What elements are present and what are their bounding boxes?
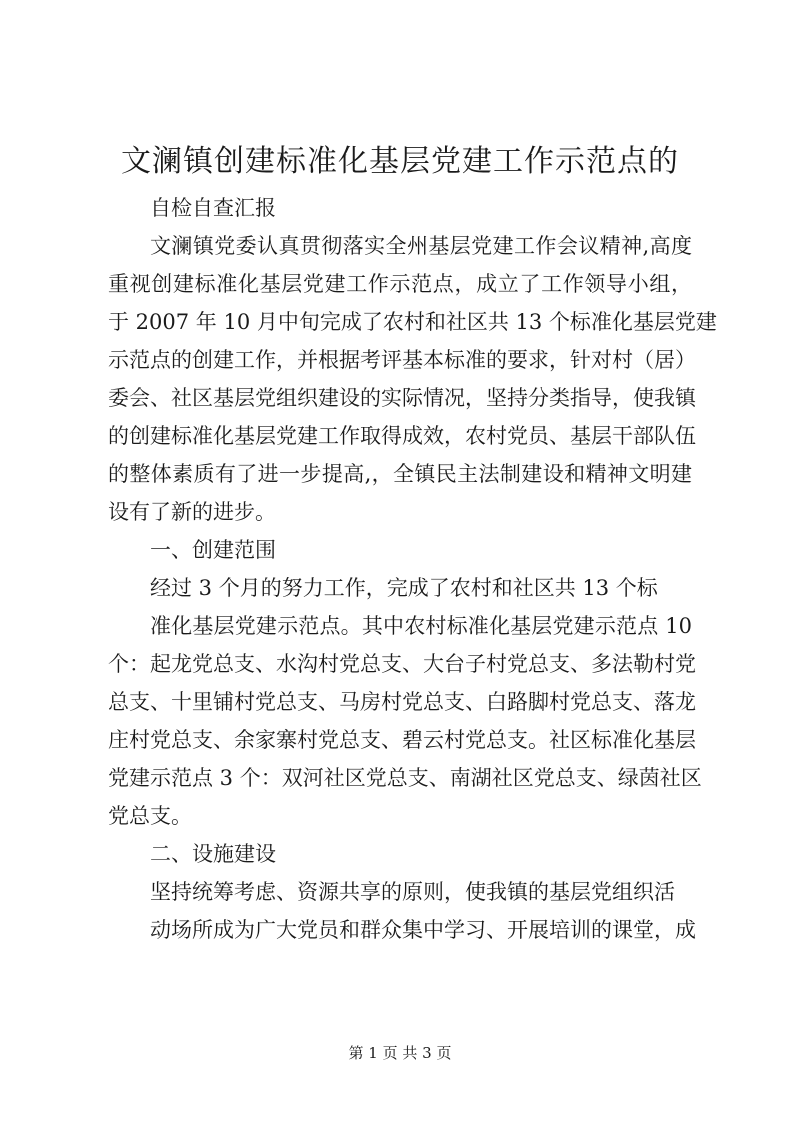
paragraph-line: 重视创建标准化基层党建工作示范点，成立了工作领导小组，: [108, 272, 692, 296]
paragraph-line: 总支、十里铺村党总支、马房村党总支、白路脚村党总支、落龙: [108, 690, 696, 714]
paragraph-line: 文澜镇党委认真贯彻落实全州基层党建工作会议精神,高度: [150, 234, 692, 258]
paragraph-line: 坚持统筹考虑、资源共享的原则，使我镇的基层党组织活: [150, 880, 675, 904]
page-footer: 第 1 页 共 3 页: [348, 1044, 452, 1062]
section-heading: 二、设施建设: [150, 842, 276, 866]
paragraph-line: 于 2007 年 10 月中旬完成了农村和社区共 13 个标准化基层党建: [108, 310, 717, 334]
paragraph-line: 庄村党总支、余家寨村党总支、碧云村党总支。社区标准化基层: [108, 728, 696, 752]
paragraph-line: 设有了新的进步。: [108, 500, 276, 524]
paragraph-line: 的创建标准化基层党建工作取得成效，农村党员、基层干部队伍: [108, 424, 696, 448]
paragraph-line: 党总支。: [108, 804, 192, 828]
paragraph-line: 动场所成为广大党员和群众集中学习、开展培训的课堂，成: [150, 918, 696, 942]
paragraph-line: 示范点的创建工作，并根据考评基本标准的要求，针对村（居）: [108, 348, 696, 372]
paragraph-line: 准化基层党建示范点。其中农村标准化基层党建示范点 10: [150, 614, 692, 638]
document-subtitle: 自检自查汇报: [150, 196, 276, 220]
paragraph-line: 党建示范点 3 个：双河社区党总支、南湖社区党总支、绿茵社区: [108, 766, 702, 790]
section-heading: 一、创建范围: [150, 538, 276, 562]
document-title: 文澜镇创建标准化基层党建工作示范点的: [121, 144, 679, 179]
paragraph-line: 的整体素质有了进一步提高,，全镇民主法制建设和精神文明建: [108, 462, 692, 486]
paragraph-line: 委会、社区基层党组织建设的实际情况，坚持分类指导，使我镇: [108, 386, 696, 410]
paragraph-line: 经过 3 个月的努力工作，完成了农村和社区共 13 个标: [150, 576, 658, 600]
paragraph-line: 个：起龙党总支、水沟村党总支、大台子村党总支、多法勒村党: [108, 652, 696, 676]
